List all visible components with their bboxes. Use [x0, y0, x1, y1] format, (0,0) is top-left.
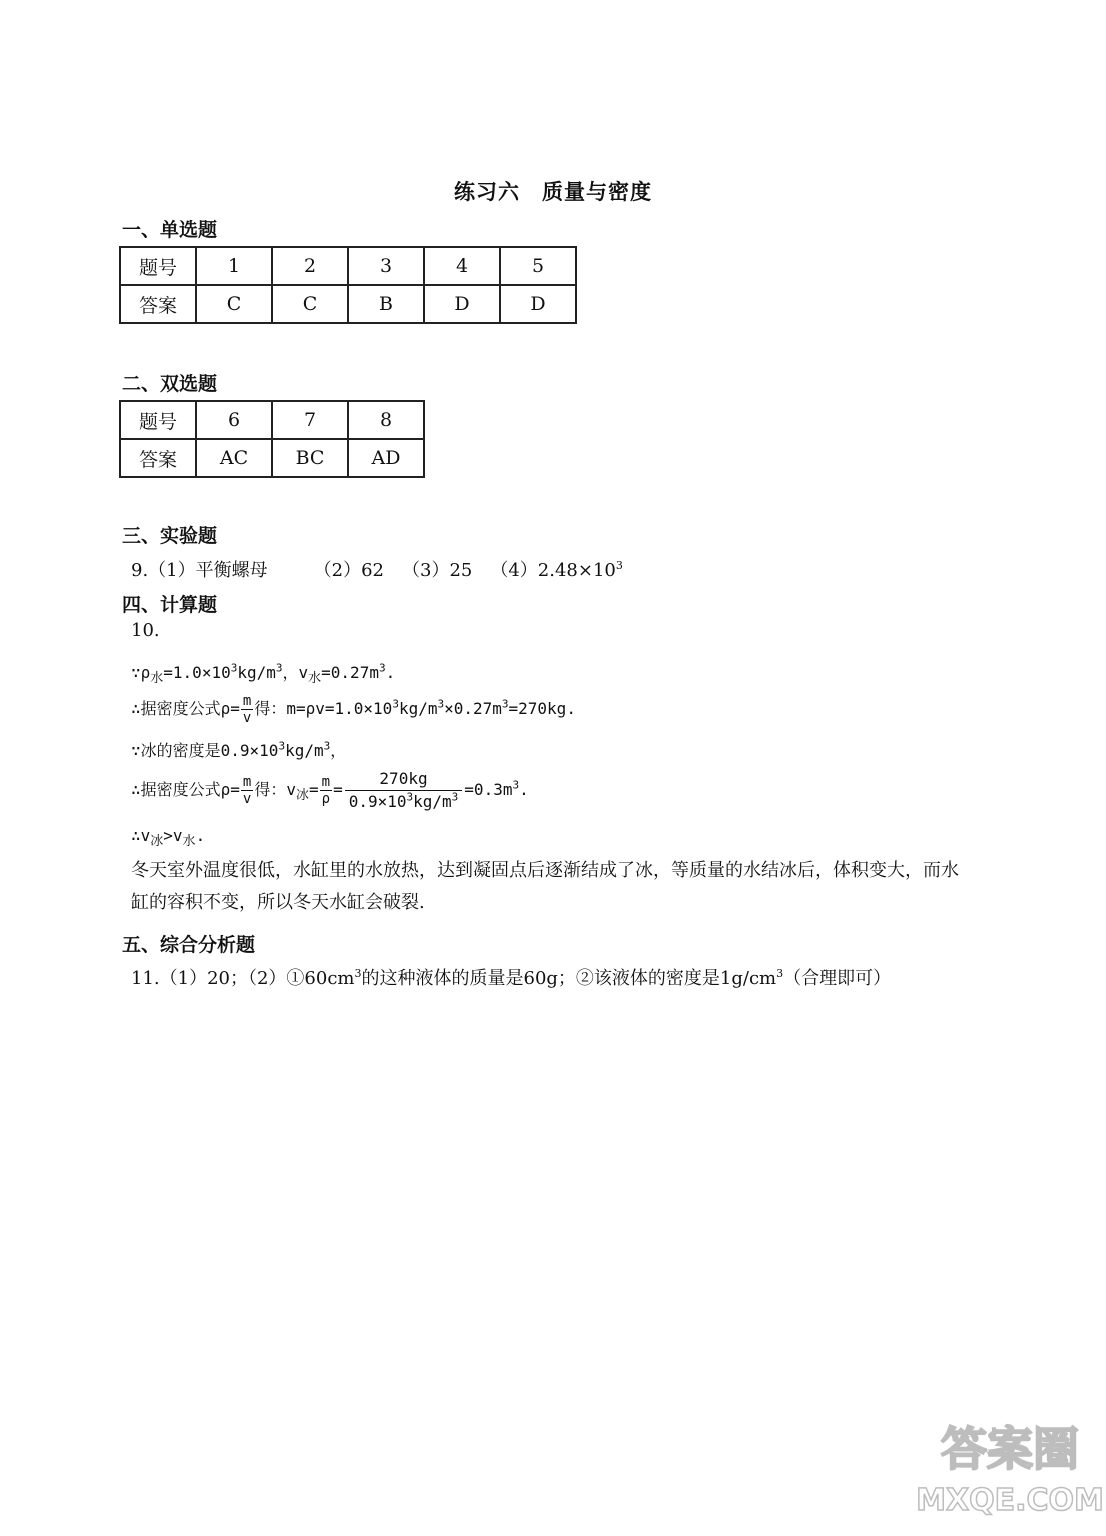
site-watermark	[916, 1410, 1104, 1520]
table-cell: 7	[272, 401, 348, 439]
table-cell: 8	[348, 401, 424, 439]
table-cell: 1	[196, 247, 272, 285]
table-cell: C	[196, 285, 272, 323]
fraction-m-over-v: $\frac{m}{v}$	[242, 693, 252, 726]
table-cell: D	[500, 285, 576, 323]
section-heading-comprehensive: 五、综合分析题	[122, 934, 256, 956]
section-heading-calculation: 四、计算题	[122, 594, 218, 616]
table-cell: BC	[272, 439, 348, 477]
fraction-m-over-rho: $\frac{m}{\rho}$	[321, 774, 331, 807]
page-title: 练习六 质量与密度	[454, 179, 652, 204]
table-cell: 6	[196, 401, 272, 439]
row-label: 题号	[120, 247, 196, 285]
watermark-top-text: 答案圈	[941, 1422, 1079, 1476]
table-row-numbers	[120, 247, 576, 285]
calc-line-5: $\therefore v_冰>v_水$.	[131, 826, 206, 850]
table-cell: 2	[272, 247, 348, 285]
single-choice-table	[119, 246, 577, 324]
explanation-paragraph: 冬天室外温度很低，水缸里的水放热，达到凝固点后逐渐结成了冰，等质量的水结冰后，体积变大，而水缸的容积不变，所以冬天水缸会破裂.	[131, 860, 959, 913]
row-label: 答案	[120, 439, 196, 477]
answer-q11: 11.（1）20；$(2)①60cm^3$的这种液体的质量是60g；②该液体的密度是$1g/cm^3$（合理即可）	[131, 967, 892, 989]
table-cell: B	[348, 285, 424, 323]
double-choice-table	[119, 400, 425, 478]
calc-line-2: ∴据密度公式ρ= $\frac{m}{v}$ 得：$m=\rho v=1.0\times 10^3kg/m^3\times 0.27m^3=270kg$.	[131, 693, 576, 726]
table-cell: 3	[348, 247, 424, 285]
section-heading-double-choice: 二、双选题	[122, 373, 218, 395]
calc-line-3: ∵冰的密度是$0.9\times 10^3kg/m^3$，	[131, 739, 347, 760]
table-cell: AC	[196, 439, 272, 477]
table-cell: 4	[424, 247, 500, 285]
row-label: 题号	[120, 401, 196, 439]
section-heading-experiment: 三、实验题	[122, 525, 218, 547]
table-cell: D	[424, 285, 500, 323]
fraction-ice-volume: $\frac{270kg}{0.9\times 10^3kg/m^3}$	[345, 768, 463, 813]
row-label: 答案	[120, 285, 196, 323]
section-heading-single-choice: 一、单选题	[122, 219, 218, 241]
table-row-numbers	[120, 401, 424, 439]
answer-q9: 9.（1）平衡螺母 （2）62 （3）25 $(4)2.48\times 10^3$	[131, 559, 623, 581]
table-row-answers	[120, 285, 576, 323]
fraction-m-over-v: $\frac{m}{v}$	[242, 774, 252, 807]
watermark-logo	[916, 1410, 1104, 1520]
table-cell: 5	[500, 247, 576, 285]
table-cell: C	[272, 285, 348, 323]
calc-line-4: ∴据密度公式ρ= $\frac{m}{v}$ 得：$v_冰=$ $\frac{m}{\rho}$ = $\frac{270kg}{0.9\times 10^3kg/m^3}$ $=0.3m^3$.	[131, 769, 529, 811]
watermark-bottom-text: MXQE.COM	[916, 1483, 1104, 1518]
table-row-answers	[120, 439, 424, 477]
table-cell: AD	[348, 439, 424, 477]
calc-line-1: $\because\rho_水=1.0\times 10^3kg/m^3$，$v_水=0.27m^3$.	[131, 661, 396, 687]
question-number-10: 10.	[131, 620, 160, 641]
